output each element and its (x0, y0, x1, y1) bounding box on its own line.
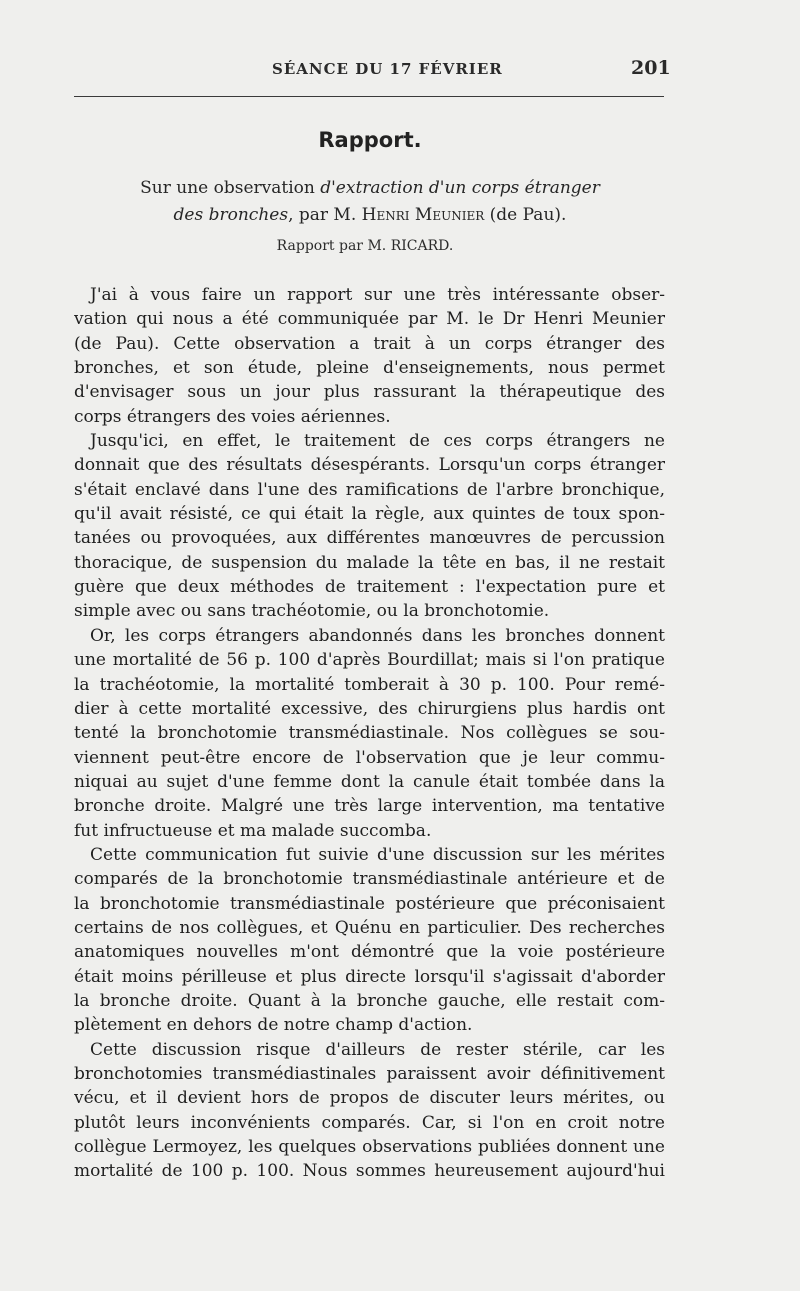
text-line: dier à cette mortalité excessive, des chirurgiens plus hardis ont (74, 698, 665, 719)
text-line: donnait que des résultats désespérants. Lorsqu'un corps étranger (74, 455, 665, 476)
running-title: SÉANCE DU 17 FÉVRIER (272, 60, 503, 78)
text-line: guère que deux méthodes de traitement : l'expectation pure et (74, 577, 665, 598)
text-line: la bronchotomie transmédiastinale postérieure que préconisaient (74, 893, 665, 914)
report-subtitle (0, 175, 740, 229)
text-line: Jusqu'ici, en effet, le traitement de ces corps étrangers ne (90, 431, 665, 452)
text-line: niquai au sujet d'une femme dont la canule était tombée dans la (74, 771, 665, 792)
text-line: corps étrangers des voies aériennes. (74, 406, 391, 427)
text-line: viennent peut-être encore de l'observation que je leur commu- (74, 747, 665, 768)
text-line: collègue Lermoyez, les quelques observations publiées donnent une (74, 1137, 665, 1158)
text-line: Cette discussion risque d'ailleurs de rester stérile, car les (90, 1039, 665, 1060)
text-line: vécu, et il devient hors de propos de discuter leurs mérites, ou (74, 1088, 665, 1109)
reporter-prefix: Rapport par M. (276, 238, 391, 254)
text-line: d'envisager sous un jour plus rassurant la thérapeutique des (74, 382, 665, 403)
text-line: comparés de la bronchotomie transmédiastinale antérieure et de (74, 869, 665, 890)
text-line: s'était enclavé dans l'une des ramifications de l'arbre bronchique, (74, 479, 665, 500)
text-line: bronches, et son étude, pleine d'enseignements, nous permet (74, 358, 665, 379)
text-line: simple avec ou sans trachéotomie, ou la bronchotomie. (74, 601, 550, 622)
text-line: certains de nos collègues, et Quénu en particulier. Des recherches (74, 917, 665, 938)
subtitle-line-1 (0, 175, 740, 202)
subtitle-italic: des bronches (173, 205, 289, 225)
subtitle-line-2 (0, 202, 740, 229)
text-line: anatomiques nouvelles m'ont démontré que la voie postérieure (74, 942, 665, 963)
text-line: J'ai à vous faire un rapport sur une très intéressante obser- (90, 285, 665, 305)
subtitle-text: , par M. (288, 205, 362, 225)
text-line: (de Pau). Cette observation a trait à un corps étranger des (74, 333, 665, 354)
text-line: qu'il avait résisté, ce qui était la règle, aux quintes de toux spon- (74, 504, 665, 525)
body-text (74, 283, 665, 1184)
text-line: une mortalité de 56 p. 100 d'après Bourdillat; mais si l'on pratique (74, 650, 665, 671)
subtitle-text: (de Pau). (484, 205, 567, 225)
text-line: la trachéotomie, la mortalité tomberait à 30 p. 100. Pour remé- (74, 674, 665, 695)
header-rule (74, 96, 664, 97)
reporter-line (0, 238, 730, 254)
text-line: bronchotomies transmédiastinales paraissent avoir définitivement (74, 1064, 665, 1084)
text-line: tanées ou provoquées, aux différentes manœuvres de percussion (74, 528, 665, 549)
section-title: Rapport. (318, 128, 422, 152)
reporter-name: RICARD. (390, 238, 454, 254)
subtitle-italic: d'extraction d'un corps étranger (320, 178, 600, 198)
text-line: Cette communication fut suivie d'une discussion sur les mérites (90, 844, 665, 865)
text-line: mortalité de 100 p. 100. Nous sommes heureusement aujourd'hui (74, 1161, 665, 1182)
text-line: la bronche droite. Quant à la bronche gauche, elle restait com- (74, 990, 665, 1011)
text-line: tenté la bronchotomie transmédiastinale. Nos collègues se sou- (74, 723, 665, 744)
page-number: 201 (631, 57, 671, 79)
text-line: plutôt leurs inconvénients comparés. Car, si l'on en croit notre (74, 1112, 665, 1133)
text-line: était moins périlleuse et plus directe lorsqu'il s'agissait d'aborder (74, 966, 665, 987)
text-line: fut infructueuse et ma malade succomba. (74, 820, 432, 841)
text-line: vation qui nous a été communiquée par M. le Dr Henri Meunier (74, 309, 665, 330)
text-line: plètement en dehors de notre champ d'action. (74, 1015, 473, 1036)
subtitle-text: Sur une observation (140, 178, 321, 198)
text-line: bronche droite. Malgré une très large intervention, ma tentative (74, 796, 665, 817)
author-name: Henri Meunier (361, 205, 485, 225)
text-line: Or, les corps étrangers abandonnés dans les bronches donnent (90, 625, 665, 646)
text-line: thoracique, de suspension du malade la tête en bas, il ne restait (74, 552, 665, 573)
